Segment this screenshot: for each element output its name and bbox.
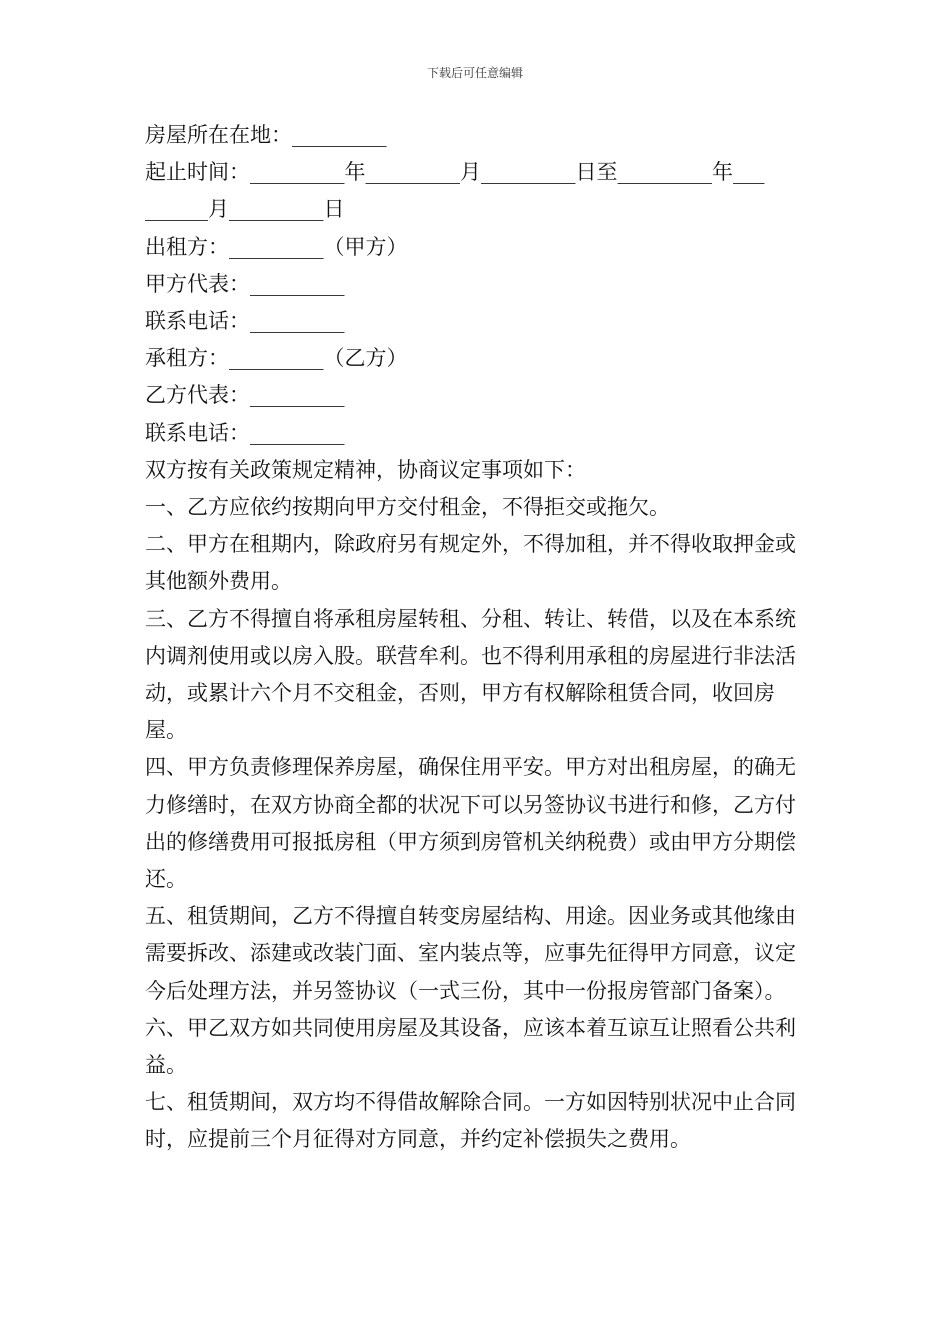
page-header-note: 下载后可任意编辑: [426, 66, 523, 80]
clause-5: 五、租赁期间，乙方不得擅自转变房屋结构、用途。因业务或其他缘由需要拆改、添建或改装门面、室内装点等，应事先征得甲方同意，议定今后处理方法，并另签协议（一式三份，其中一份报房管部门备案）。: [145, 904, 796, 1003]
clause-2: 二、甲方在租期内，除政府另有规定外，不得加租，并不得收取押金或其他额外费用。: [145, 532, 796, 594]
period-field-line1: 起止时间：_________年_________月_________日至_________年___: [145, 160, 765, 185]
lessee-rep-field: 乙方代表：_________: [145, 383, 345, 408]
contract-body: [145, 117, 810, 1159]
lessor-rep-field: 甲方代表：_________: [145, 271, 345, 296]
clause-7: 七、租赁期间，双方均不得借故解除合同。一方如因特别状况中止合同时，应提前三个月征得对方同意，并约定补偿损失之费用。: [145, 1090, 796, 1152]
lessee-phone-field: 联系电话：_________: [145, 420, 345, 445]
clause-3: 三、乙方不得擅自将承租房屋转租、分租、转让、转借，以及在本系统内调剂使用或以房入股。联营牟利。也不得利用承租的房屋进行非法活动，或累计六个月不交租金，否则，甲方有权解除租赁合同，收回房屋。: [145, 606, 796, 743]
lessee-field: 承租方：_________（乙方）: [145, 346, 408, 371]
lessor-phone-field: 联系电话：_________: [145, 309, 345, 334]
clause-6: 六、甲乙双方如共同使用房屋及其设备，应该本着互谅互让照看公共利益。: [145, 1015, 796, 1078]
lessor-field: 出租方：_________（甲方）: [145, 234, 408, 259]
period-field-line2: ______月_________日: [145, 197, 345, 222]
clause-1: 一、乙方应依约按期向甲方交付租金，不得拒交或拖欠。: [145, 495, 670, 520]
location-field: 房屋所在在地：_________: [145, 123, 387, 147]
clauses-intro: 双方按有关政策规定精神，协商议定事项如下：: [145, 457, 586, 482]
clause-4: 四、甲方负责修理保养房屋，确保住用平安。甲方对出租房屋，的确无力修缮时，在双方协商全都的状况下可以另签协议书进行和修，乙方付出的修缮费用可报抵房租（甲方须到房管机关纳税费）或由甲方分期偿还。: [145, 755, 796, 892]
